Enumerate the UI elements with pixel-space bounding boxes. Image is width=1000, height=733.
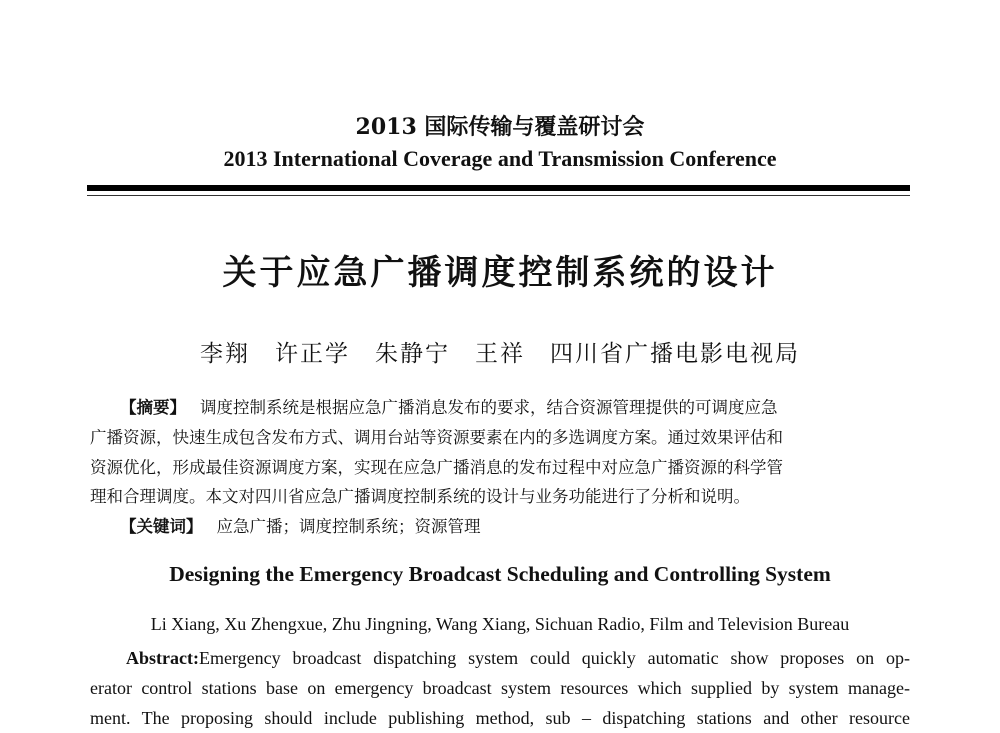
abstract-en <box>90 643 910 733</box>
keywords-cn-label: 【关键词】 <box>120 517 203 537</box>
conference-title-cn: 2013 国际传输与覆盖研讨会 <box>355 114 645 140</box>
conference-title-en: 2013 International Coverage and Transmission Conference <box>223 146 777 171</box>
abstract-cn-line: 广播资源，快速生成包含发布方式、调用台站等资源要素在内的多选调度方案。通过效果评估和 <box>90 427 783 447</box>
abstract-cn <box>90 393 910 542</box>
abstract-en-text: Emergency broadcast dispatching system could quickly automatic show proposes on op- <box>198 648 910 668</box>
keywords-cn-text: 应急广播；调度控制系统；资源管理 <box>216 517 481 537</box>
paper-title-cn: 关于应急广播调度控制系统的设计 <box>222 253 778 293</box>
abstract-cn-text: 调度控制系统是根据应急广播消息发布的要求，结合资源管理提供的可调度应急 <box>200 398 778 417</box>
abstract-en-line: ment. The proposing should include publishing method, sub – dispatching stations and other resource <box>90 708 910 728</box>
abstract-en-line: erator control stations base on emergency broadcast system resources which supplied by system manage- <box>90 678 910 698</box>
abstract-en-line <box>90 643 910 673</box>
abstract-cn-label: 【摘要】 <box>120 398 186 417</box>
abstract-cn-line: 资源优化，形成最佳资源调度方案，实现在应急广播消息的发布过程中对应急广播资源的科学管 <box>90 457 783 477</box>
abstract-en-label: Abstract: <box>126 648 199 668</box>
keywords-cn <box>90 512 910 542</box>
paper-title-en: Designing the Emergency Broadcast Scheduling and Controlling System <box>169 562 831 586</box>
abstract-cn-line <box>90 393 910 423</box>
authors-en: Li Xiang, Xu Zhengxue, Zhu Jingning, Wang Xiang, Sichuan Radio, Film and Television Bureau <box>150 614 850 634</box>
authors-cn: 李翔 许正学 朱静宁 王祥 四川省广播电影电视局 <box>200 341 800 367</box>
header-rule-thin <box>87 195 910 196</box>
abstract-cn-line: 理和合理调度。本文对四川省应急广播调度控制系统的设计与业务功能进行了分析和说明。 <box>90 487 750 507</box>
header-rule-thick <box>87 185 910 191</box>
